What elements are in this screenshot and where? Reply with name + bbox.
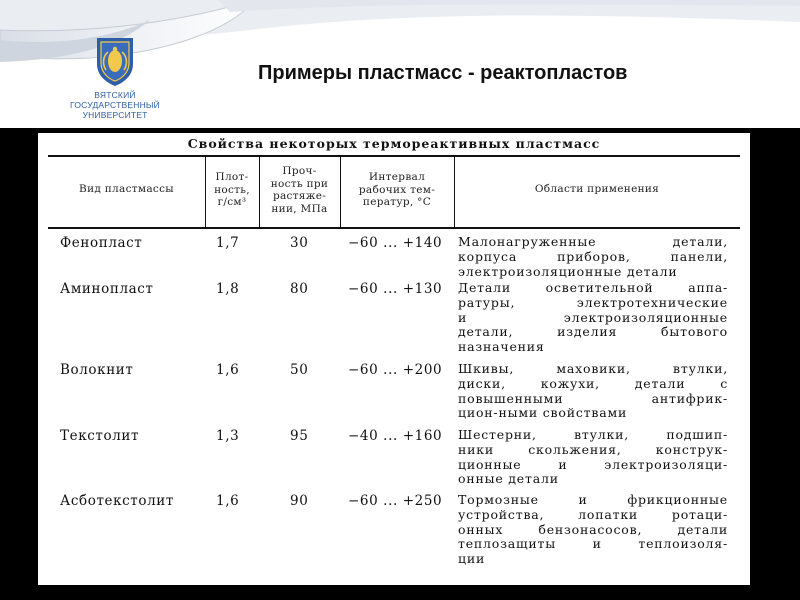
university-name: ВЯТСКИЙ ГОСУДАРСТВЕННЫЙ УНИВЕРСИТЕТ bbox=[70, 90, 160, 120]
row-strength: 50 bbox=[290, 362, 309, 378]
row-name: Аминопласт bbox=[60, 281, 154, 297]
row-name: Фенопласт bbox=[60, 235, 143, 251]
row-uses: Шестерни, втулки, подшип- ники скольжения, конструк- ционные и электроизоляци- онные детали bbox=[458, 428, 728, 487]
row-interval: −60 ... +130 bbox=[348, 281, 443, 297]
row-strength: 90 bbox=[290, 493, 309, 509]
header-uses: Области применения bbox=[534, 183, 660, 195]
header-strength: Проч- ность при растяже- нии, МПа bbox=[270, 165, 329, 215]
row-interval: −60 ... +250 bbox=[348, 493, 443, 509]
row-density: 1,3 bbox=[216, 428, 240, 444]
slide-header bbox=[0, 0, 800, 128]
row-uses: Тормозные и фрикционные устройства, лопатки ротаци- онных бензонасосов, детали теплозащиты и теплоизоля- ции bbox=[458, 493, 728, 567]
row-interval: −60 ... +200 bbox=[348, 362, 443, 378]
row-strength: 30 bbox=[290, 235, 309, 251]
row-strength: 80 bbox=[290, 281, 309, 297]
row-name: Текстолит bbox=[60, 428, 140, 444]
row-density: 1,6 bbox=[216, 362, 240, 378]
crest-icon bbox=[93, 36, 137, 88]
header-interval: Интервал рабочих тем- ператур, °С bbox=[358, 171, 436, 208]
row-interval: −60 ... +140 bbox=[348, 235, 443, 251]
row-interval: −40 ... +160 bbox=[348, 428, 443, 444]
row-density: 1,7 bbox=[216, 235, 240, 251]
row-density: 1,6 bbox=[216, 493, 240, 509]
row-density: 1,8 bbox=[216, 281, 240, 297]
row-uses: Малонагруженные детали, корпуса приборов, панели, электроизоляционные детали bbox=[458, 235, 728, 279]
table-title: Свойства некоторых термореактивных пластмасс bbox=[187, 136, 601, 151]
row-uses: Детали осветительной аппа- ратуры, электротехнические и электроизоляционные детали, изделия бытового назначения bbox=[458, 281, 728, 355]
row-uses: Шкивы, маховики, втулки, диски, кожухи, детали с повышенными антифрик- цион-ными свойствами bbox=[458, 362, 728, 421]
header-density: Плот- ность, г/см³ bbox=[214, 171, 250, 208]
university-logo bbox=[56, 36, 174, 128]
slide-title: Примеры пластмасс - реактопластов bbox=[258, 62, 628, 84]
header-kind: Вид пластмассы bbox=[79, 183, 174, 195]
row-name: Волокнит bbox=[60, 362, 134, 378]
row-name: Асботекстолит bbox=[60, 493, 174, 509]
row-strength: 95 bbox=[290, 428, 309, 444]
scanned-table-page bbox=[38, 133, 750, 585]
